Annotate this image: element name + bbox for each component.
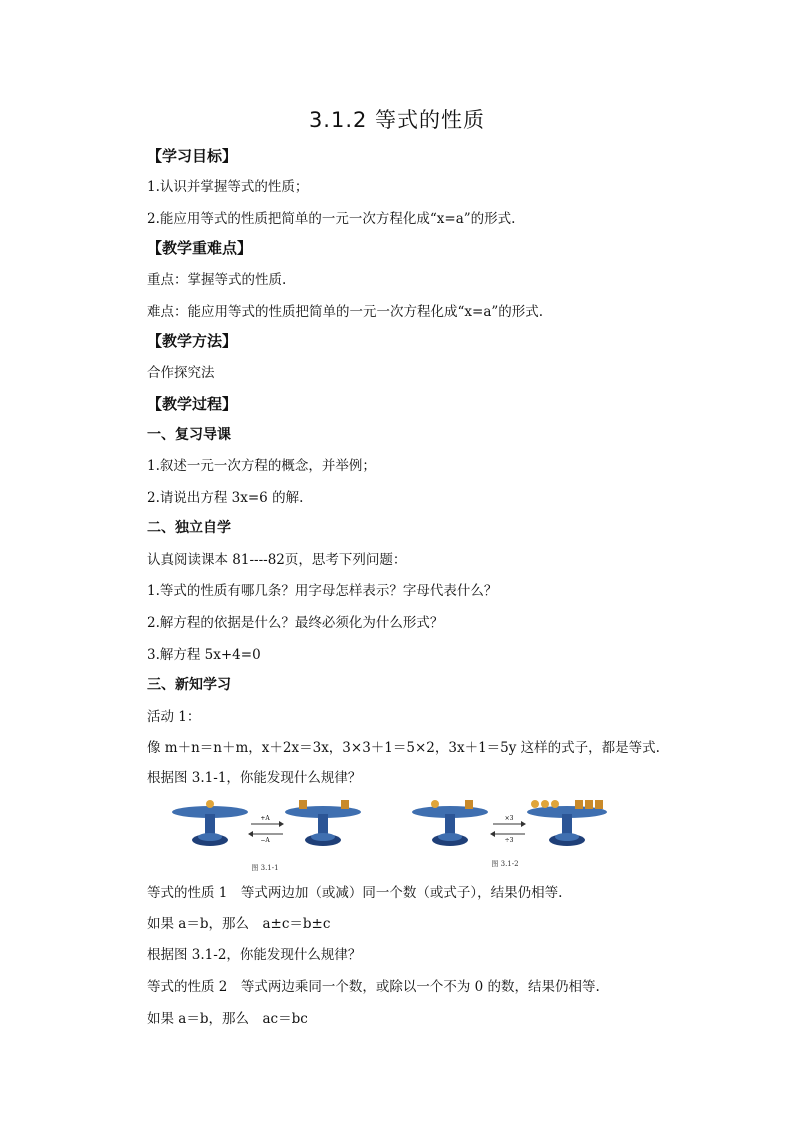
question-1: 1.等式的性质有哪几条？用字母怎样表示？字母代表什么？ [147,583,498,599]
balance-figure-1 [165,796,365,880]
property-2-formula: 如果 a＝b，那么 ac＝bc [147,1011,308,1027]
review-1: 1.叙述一元一次方程的概念，并举例； [147,458,376,474]
objective-2: 2.能应用等式的性质把简单的一元一次方程化成“x=a”的形式. [147,211,516,227]
arrows-icon [248,821,284,837]
difficult-point: 难点：能应用等式的性质把简单的一元一次方程化成“x=a”的形式. [147,304,544,320]
section-self-study: 二、独立自学 [147,520,231,536]
activity-1: 活动 1： [147,709,201,725]
review-2: 2.请说出方程 3x=6 的解. [147,490,304,506]
figure-caption-2: 图 3.1-2 [491,860,519,868]
heading-method: 【教学方法】 [147,332,238,350]
question-2: 2.解方程的依据是什么？最终必须化为什么形式？ [147,615,444,631]
figure-caption-1: 图 3.1-1 [251,864,279,872]
property-2: 等式的性质 2 等式两边乘同一个数，或除以一个不为 0 的数，结果仍相等. [147,979,600,995]
arrow-top-label: +A [260,815,270,822]
section-review: 一、复习导课 [147,427,231,443]
method-text: 合作探究法 [147,365,215,381]
heading-process: 【教学过程】 [147,395,238,413]
right-balance-icon [527,800,607,846]
property-1-formula: 如果 a＝b，那么 a±c＝b±c [147,916,331,932]
left-balance-icon [172,800,248,846]
arrows-icon [490,821,526,837]
arrow-top-label: ×3 [504,815,514,822]
equation-examples: 像 m＋n＝n＋m，x＋2x＝3x，3×3＋1＝5×2，3x＋1＝5y 这样的式子，都是等式. [147,740,660,756]
property-1: 等式的性质 1 等式两边加（或减）同一个数（或式子），结果仍相等. [147,885,563,901]
arrow-bottom-label: −A [260,837,270,844]
left-balance-icon [412,800,488,846]
question-3: 3.解方程 5x+4=0 [147,647,261,663]
key-point: 重点：掌握等式的性质. [147,272,287,288]
heading-objectives: 【学习目标】 [147,147,238,165]
arrow-bottom-label: ÷3 [504,837,514,844]
right-balance-icon [285,800,361,846]
heading-key-points: 【教学重难点】 [147,239,253,257]
figure-question-2: 根据图 3.1-2，你能发现什么规律？ [147,947,362,963]
objective-1: 1.认识并掌握等式的性质； [147,179,309,195]
section-new-knowledge: 三、新知学习 [147,677,231,693]
balance-figure-2 [405,796,615,880]
figure-question-1: 根据图 3.1-1，你能发现什么规律？ [147,770,362,786]
self-study-intro: 认真阅读课本 81----82页，思考下列问题： [147,552,407,568]
page-title: 3.1.2 等式的性质 [308,108,486,132]
